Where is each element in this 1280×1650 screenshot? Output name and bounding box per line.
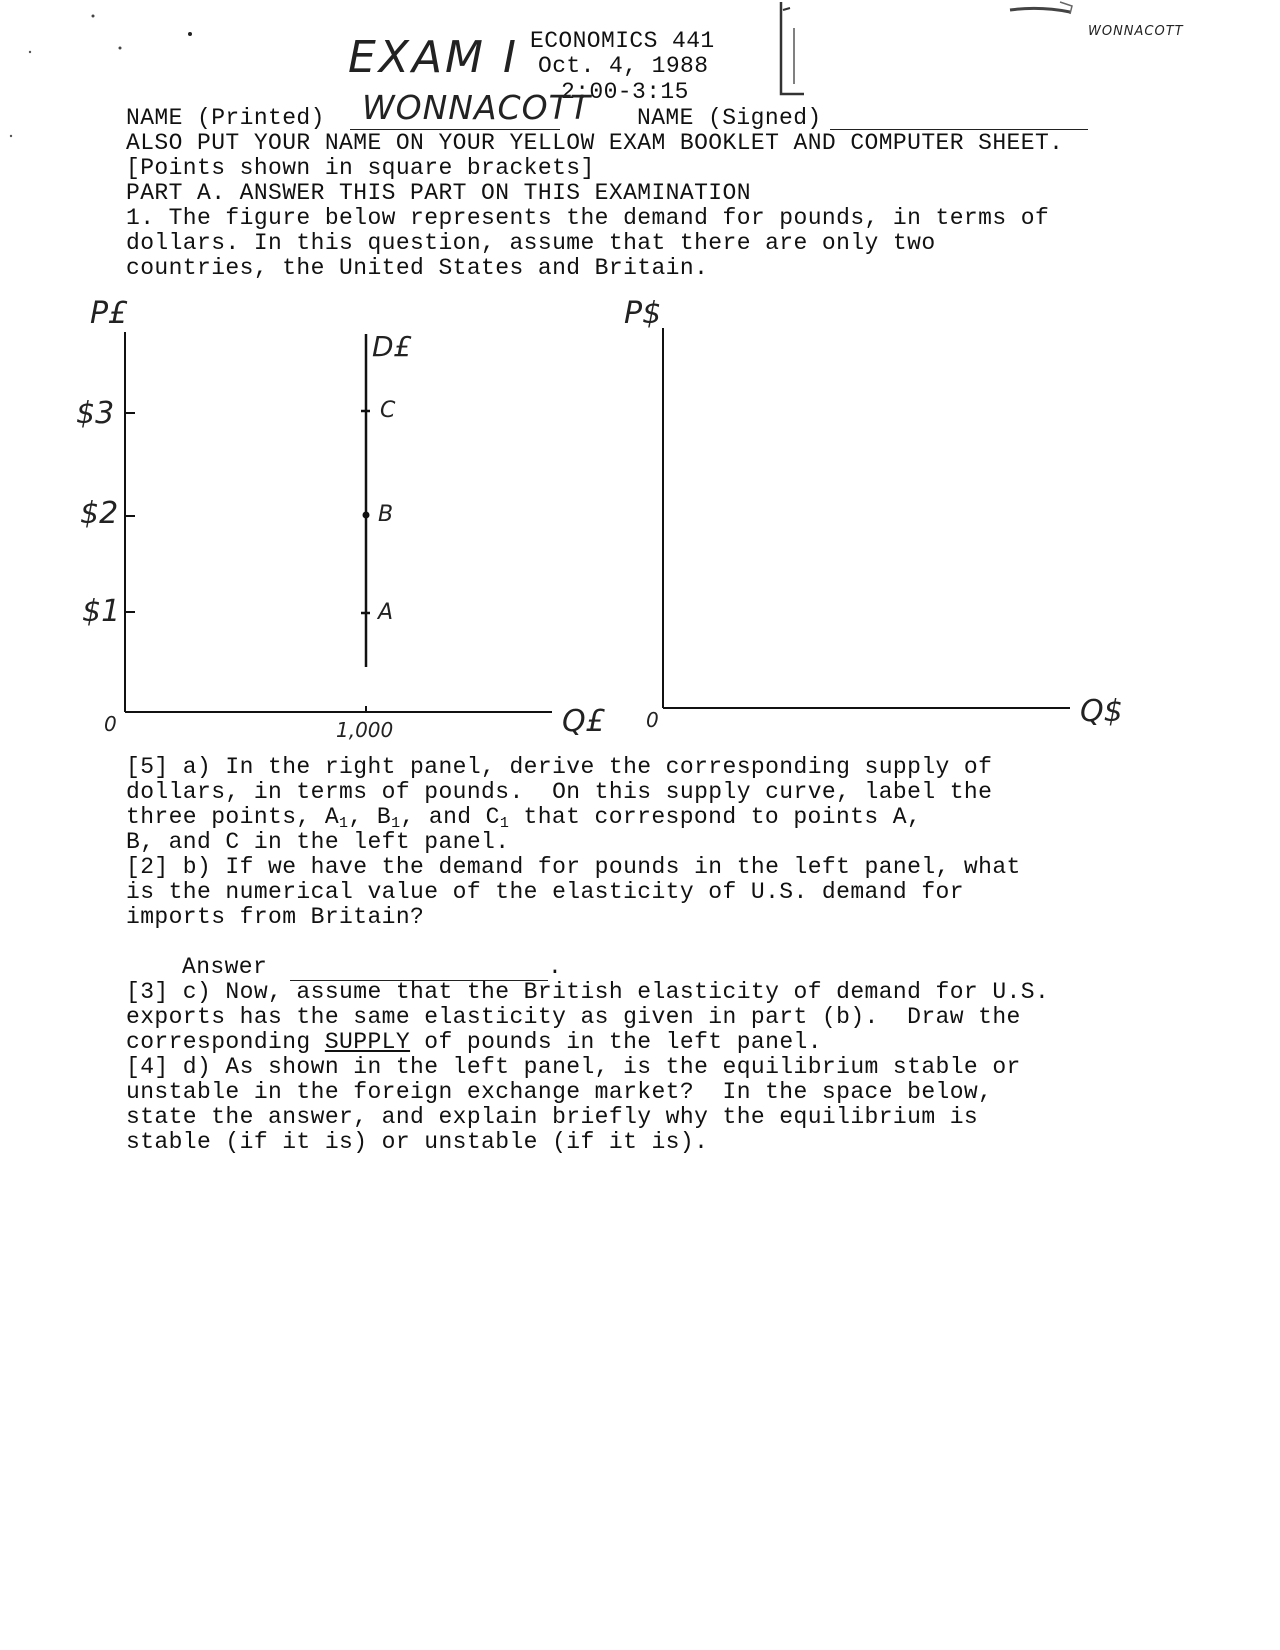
left-tick-label-1: $1 [82,594,121,629]
right-y-axis-label: P$ [624,296,662,331]
name-signed-label: NAME (Signed) [637,105,822,131]
exam-title-handwritten: EXAM I [348,32,519,83]
name-printed-label: NAME (Printed) [126,105,325,131]
name-printed-value[interactable]: WONNACOTT [362,88,591,127]
part-b-line1: [2] b) If we have the demand for pounds in the left panel, what [126,854,1021,880]
part-d-line2: unstable in the foreign exchange market? In the space below, [126,1079,993,1105]
left-tick-label-2: $2 [80,496,119,531]
part-c-line1: [3] c) Now, assume that the British elasticity of demand for U.S. [126,979,1050,1005]
part-a-line3: three points, $A_1$, $B_1$, and $C_1$ that correspond to points A, [126,804,922,832]
part-d-line3: state the answer, and explain briefly why the equilibrium is [126,1104,979,1130]
left-tick-label-3: $3 [76,396,115,431]
part-d-line4: stable (if it is) or unstable (if it is). [126,1129,709,1155]
corner-name-handwritten: WONNACOTT [1088,24,1184,39]
part-a-line2: dollars, in terms of pounds. On this supply curve, label the [126,779,993,805]
part-a-heading: PART A. ANSWER THIS PART ON THIS EXAMINATION [126,180,751,206]
part-a-line4: B, and C in the left panel. [126,829,510,855]
point-b-label: B [378,502,394,527]
point-c-label: C [380,398,396,423]
question1-line3: countries, the United States and Britain. [126,255,709,281]
part-b-line3: imports from Britain? [126,904,425,930]
point-b-mark [363,512,370,519]
part-a-line1: [5] a) In the right panel, derive the corresponding supply of [126,754,993,780]
question1-line1: 1. The figure below represents the demand for pounds, in terms of [126,205,1050,231]
part-b-line2: is the numerical value of the elasticity of U.S. demand for [126,879,964,905]
exam-time: 2:00-3:15 [561,79,689,105]
demand-curve-label: D£ [372,330,412,363]
instruction-name-line: ALSO PUT YOUR NAME ON YOUR YELLOW EXAM BOOKLET AND COMPUTER SHEET. [126,130,1064,156]
question1-line2: dollars. In this question, assume that there are only two [126,230,936,256]
right-x-axis-label: Q$ [1080,694,1123,729]
part-d-answer-space[interactable] [126,1165,1126,1605]
left-y-axis-label: P£ [90,296,128,331]
right-origin-label: 0 [646,708,659,732]
instruction-points-line: [Points shown in square brackets] [126,155,595,181]
left-x-axis-label: Q£ [562,704,605,739]
left-origin-label: 0 [104,712,117,736]
point-a-label: A [378,600,394,625]
course-title: ECONOMICS 441 [530,28,715,54]
left-x-tick-label: 1,000 [336,718,394,742]
exam-date: Oct. 4, 1988 [538,53,709,79]
part-d-line1: [4] d) As shown in the left panel, is the equilibrium stable or [126,1054,1021,1080]
part-c-line2: exports has the same elasticity as given in part (b). Draw the [126,1004,1021,1030]
answer-label: Answer [182,954,268,980]
part-c-line3: corresponding SUPPLY of pounds in the left panel. [126,1029,822,1055]
answer-period: . [548,954,563,980]
